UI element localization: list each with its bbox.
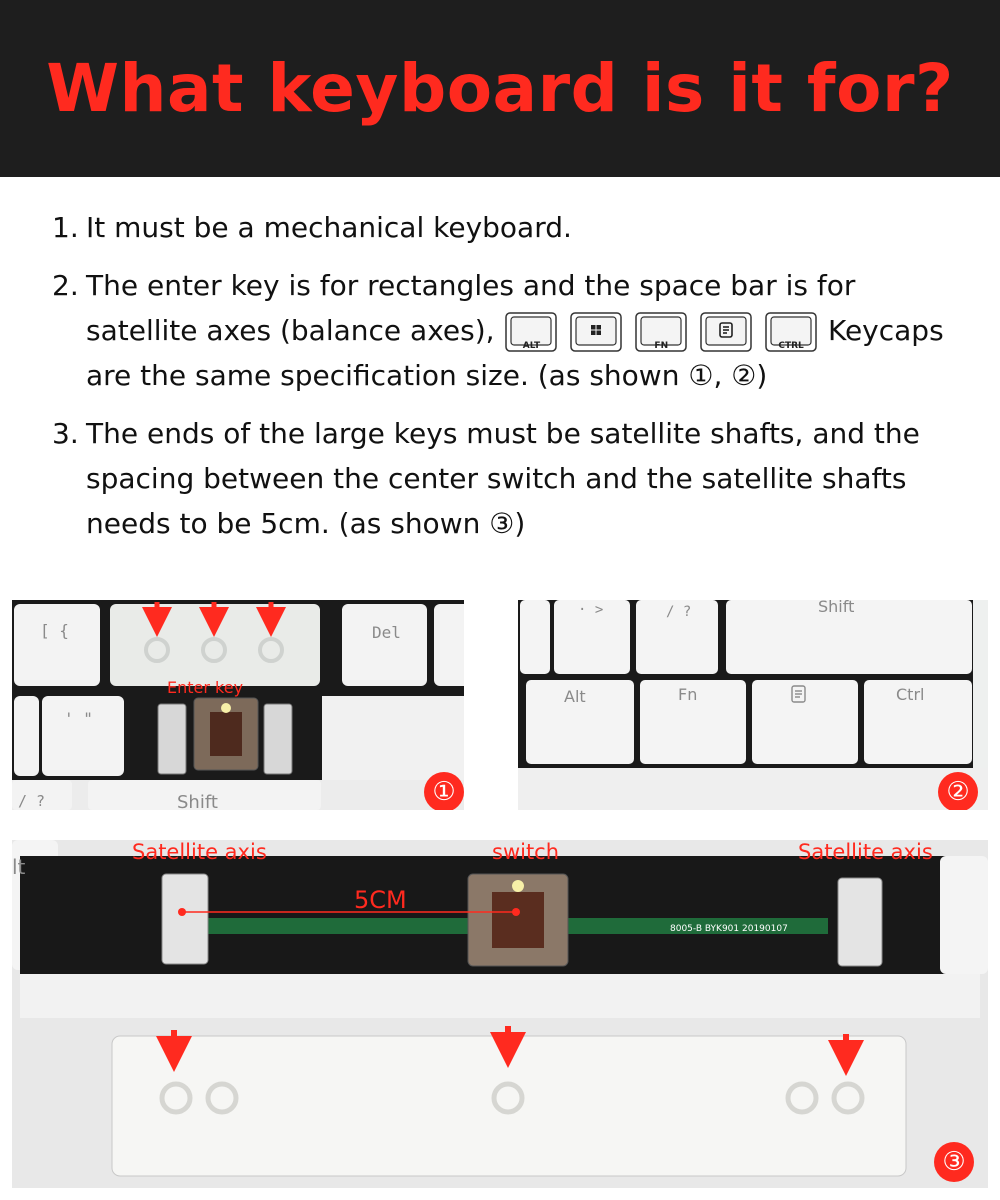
satellite-axis-left-label: Satellite axis bbox=[132, 840, 267, 864]
badge-3: ③ bbox=[934, 1142, 974, 1182]
enter-key-label: Enter key bbox=[167, 678, 244, 697]
list-item bbox=[52, 263, 972, 398]
item-text: Keycaps are the same specification size. (as shown ①, ②) bbox=[86, 314, 944, 392]
item-text: The enter key is for rectangles and the space bar is for satellite axes (balance axes), bbox=[86, 269, 856, 347]
key-label: · > bbox=[578, 602, 604, 618]
switch-label: switch bbox=[492, 840, 560, 864]
list-item bbox=[52, 411, 972, 546]
key-label: lt bbox=[12, 855, 26, 879]
windows-keycap-icon bbox=[570, 312, 622, 352]
instruction-list bbox=[52, 205, 972, 559]
key-label: Shift bbox=[818, 600, 855, 616]
enter-key-photo bbox=[12, 600, 464, 810]
key-label: Fn bbox=[678, 685, 698, 704]
badge-2: ② bbox=[938, 772, 978, 810]
key-label: Alt bbox=[564, 687, 586, 706]
page-title: What keyboard is it for? bbox=[46, 50, 954, 127]
switch-icon bbox=[468, 874, 568, 966]
item-number: 2. bbox=[52, 269, 79, 302]
distance-label: 5CM bbox=[354, 886, 407, 914]
item-number: 1. bbox=[52, 211, 79, 244]
modifier-keys-photo bbox=[518, 600, 988, 810]
key-label: [ { bbox=[40, 621, 69, 640]
item-text: It must be a mechanical keyboard. bbox=[86, 211, 572, 244]
pcb-label: 8005-B BYK901 20190107 bbox=[670, 924, 788, 934]
item-text: The ends of the large keys must be satellite shafts, and the spacing between the center switch and the satellite shafts needs to be 5cm. (as shown ③) bbox=[86, 417, 920, 540]
key-label: Ctrl bbox=[896, 685, 925, 704]
switch-icon bbox=[194, 698, 258, 770]
item-number: 3. bbox=[52, 417, 79, 450]
fn-keycap-icon: FN bbox=[635, 312, 687, 352]
satellite-axis-right-label: Satellite axis bbox=[798, 840, 933, 864]
header-banner bbox=[0, 0, 1000, 177]
key-label: / ? bbox=[666, 604, 692, 620]
key-label: Del bbox=[372, 623, 401, 642]
key-label: ' " bbox=[64, 709, 93, 728]
list-item bbox=[52, 205, 972, 250]
badge-1: ① bbox=[424, 772, 464, 810]
satellite-axis-photo bbox=[12, 840, 988, 1188]
key-label: / ? bbox=[18, 792, 46, 810]
alt-keycap-icon: ALT bbox=[505, 312, 557, 352]
menu-keycap-icon bbox=[700, 312, 752, 352]
ctrl-keycap-icon: CTRL bbox=[765, 312, 817, 352]
key-label: Shift bbox=[177, 792, 218, 810]
